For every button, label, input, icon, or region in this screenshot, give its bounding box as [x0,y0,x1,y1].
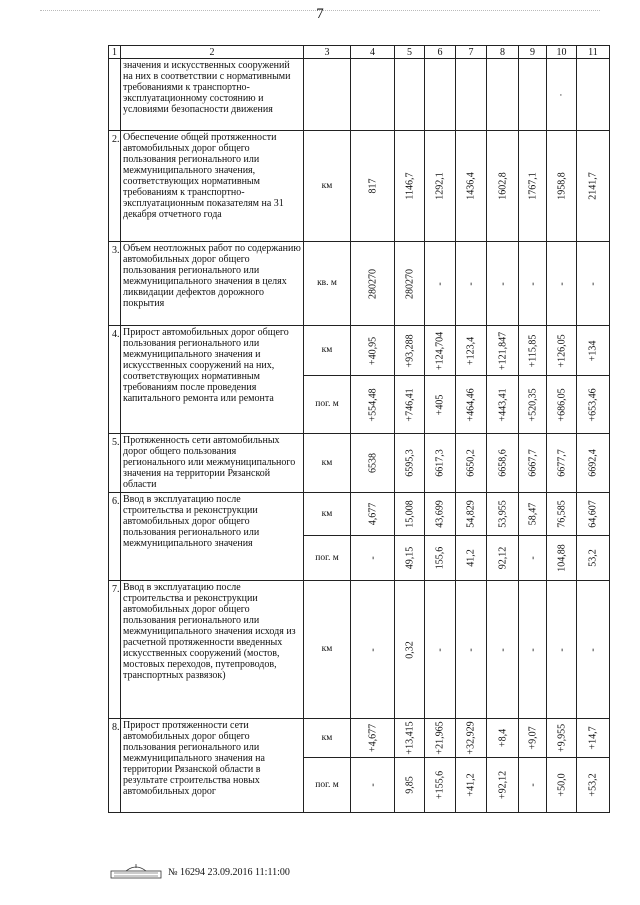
value-cell [487,242,519,326]
value-text: - [367,647,378,652]
value-text: +93,288 [404,333,415,368]
value-cell [395,242,425,326]
value-cell [425,242,456,326]
value-cell [487,581,519,719]
value-text: 6650,2 [465,449,477,477]
value-text: - [527,281,538,286]
value-text: - [527,556,538,560]
value-cell [519,434,547,493]
value-cell [395,131,425,242]
value-text: 58,47 [527,502,538,526]
indicator-name: Обеспечение общей протяженности автомобильных дорог общего пользования регионального или межмуниципального значения, соответствующих нормативным требованиям к транспортно-эксплуатационным показателям на 31 декабря отчетного года [121,131,304,242]
value-text: 64,607 [587,500,599,528]
footer [110,864,290,880]
value-cell [456,719,487,758]
unit-cell: км [304,131,351,242]
value-cell [547,326,577,376]
value-text: 1292,1 [434,172,446,200]
value-text: 43,699 [434,500,446,528]
value-text: +686,05 [556,387,567,422]
value-cell [425,493,456,536]
value-cell [395,493,425,536]
value-text: +53,2 [587,773,599,797]
value-cell [456,758,487,813]
value-text: - [434,281,446,286]
value-cell [395,434,425,493]
value-text: - [434,647,446,652]
value-text: 6617,3 [434,449,446,477]
unit-cell: км [304,581,351,719]
data-table [108,45,610,813]
table-row [109,434,610,493]
unit-cell: пог. м [304,758,351,813]
registration-stamp: № 16294 23.09.2016 11:11:00 [168,866,290,878]
value-cell [395,719,425,758]
value-cell [577,758,610,813]
value-text: 817 [367,178,378,194]
value-cell [519,536,547,581]
value-cell [456,131,487,242]
value-cell [456,59,487,131]
value-cell [547,719,577,758]
value-cell [456,242,487,326]
value-cell [487,536,519,581]
row-number: 6. [109,493,121,581]
table-row [109,493,610,536]
value-text: +92,12 [497,770,508,800]
value-text: +4,677 [367,723,378,753]
value-text: 104,88 [556,544,567,572]
value-cell [547,434,577,493]
value-text: - [527,647,538,652]
unit-cell: пог. м [304,536,351,581]
header-cell: 3 [304,46,351,59]
value-cell [577,493,610,536]
value-text: 6667,7 [527,449,538,477]
header-row [109,46,610,59]
page-number: 7 [316,6,324,22]
value-cell [577,581,610,719]
value-cell [519,758,547,813]
indicator-name: Прирост протяженности сети автомобильных дорог общего пользования регионального или межмуниципального значения на территории Рязанской области в результате строительства новых автомобильных дорог [121,719,304,813]
value-cell [395,758,425,813]
value-text: - [497,647,508,652]
value-cell [456,493,487,536]
header-cell: 5 [395,46,425,59]
value-cell [519,581,547,719]
value-text: 54,829 [465,500,477,528]
value-cell [456,536,487,581]
value-text: - [367,783,378,787]
value-cell [351,326,395,376]
value-text: +464,46 [465,387,477,422]
value-text: +405 [434,394,446,415]
value-text: - [465,281,477,286]
value-cell [519,493,547,536]
value-cell [395,376,425,434]
header-cell: 9 [519,46,547,59]
value-text: 92,12 [497,546,508,570]
value-text: 1602,8 [497,172,508,200]
value-text: 0,32 [404,640,415,659]
value-text: 9,85 [404,776,415,794]
value-cell [577,536,610,581]
value-cell [351,131,395,242]
value-cell [547,242,577,326]
value-text: +41,2 [465,773,477,797]
value-text: +653,46 [587,387,599,422]
value-text: 6538 [367,453,378,473]
value-cell [487,758,519,813]
value-cell [519,326,547,376]
value-text: +32,929 [465,721,477,755]
unit-cell: км [304,493,351,536]
value-cell [487,376,519,434]
value-cell [519,131,547,242]
value-cell [547,59,577,131]
header-cell: 4 [351,46,395,59]
value-cell [351,434,395,493]
row-number: 5. [109,434,121,493]
value-cell [547,376,577,434]
value-text: 53,955 [497,500,508,528]
value-text: +9,955 [556,723,567,753]
header-cell: 11 [577,46,610,59]
row-number: 8. [109,719,121,813]
value-cell [351,242,395,326]
value-text: 155,6 [434,546,446,570]
value-text: 6658,6 [497,449,508,477]
row-number: 2. [109,131,121,242]
table-row [109,59,610,131]
table-row [109,326,610,376]
value-cell [577,131,610,242]
indicator-name: Объем неотложных работ по содержанию автомобильных дорог общего пользования регионального или межмуниципального значения в целях ликвидации дефектов дорожного покрытия [121,242,304,326]
header-cell: 2 [121,46,304,59]
header-cell: 7 [456,46,487,59]
value-cell [547,493,577,536]
value-text: 6692,4 [587,449,599,477]
value-text: - [367,556,378,560]
value-cell [456,326,487,376]
unit-cell: кв. м [304,242,351,326]
value-text: 2141,7 [587,172,599,200]
value-cell [577,242,610,326]
value-cell [487,493,519,536]
value-cell [519,719,547,758]
value-text: 76,585 [556,500,567,528]
value-cell [487,434,519,493]
value-cell [425,581,456,719]
value-text: 1436,4 [465,172,477,200]
value-text: 53,2 [587,549,599,567]
value-text: +121,847 [497,331,508,370]
value-text: - [587,647,599,652]
row-number [109,59,121,131]
value-cell [351,758,395,813]
value-cell [425,131,456,242]
unit-cell [304,59,351,131]
value-text: - [465,647,477,652]
value-cell [456,434,487,493]
value-cell [425,326,456,376]
value-cell [547,536,577,581]
value-cell [395,536,425,581]
value-text: +554,48 [367,387,378,422]
value-cell [425,758,456,813]
value-text: +124,704 [434,331,446,370]
value-text: 280270 [367,268,378,299]
value-text: 6595,3 [404,449,415,477]
value-cell [577,719,610,758]
value-cell [456,581,487,719]
value-text: - [527,783,538,787]
table-row [109,242,610,326]
ministry-logo-icon [110,864,162,880]
value-cell [351,493,395,536]
value-cell [351,581,395,719]
value-cell [577,434,610,493]
value-text: +40,95 [367,336,378,365]
value-text: 1958,8 [556,172,567,200]
value-cell [425,376,456,434]
value-text: 1146,7 [404,172,415,200]
value-cell [425,434,456,493]
value-text: +115,85 [527,334,538,367]
value-text: - [556,647,567,652]
value-cell [351,376,395,434]
value-text: +746,41 [404,387,415,422]
unit-cell: км [304,719,351,758]
value-cell [547,581,577,719]
value-cell [577,326,610,376]
value-cell [519,242,547,326]
indicator-name: Прирост автомобильных дорог общего пользования регионального или межмуниципального значения и искусственных сооружений на них, соответствующих нормативным требованиям после проведения капитального ремонта или ремонта [121,326,304,434]
header-cell: 1 [109,46,121,59]
header-cell: 10 [547,46,577,59]
value-text: +13,415 [404,721,415,755]
table-row [109,131,610,242]
row-number: 7. [109,581,121,719]
indicator-name: Ввод в эксплуатацию после строительства и реконструкции автомобильных дорог общего пользования регионального или межмуниципального значения исходя из расчетной протяженности введенных искусственных сооружений (мостов, мостовых переходов, путепроводов, транспортных развязок) [121,581,304,719]
indicator-name: значения и искусственных сооружений на них в соответствии с нормативными требованиями к транспортно-эксплуатационному состоянию и условиями безопасности движения [121,59,304,131]
value-text: +14,7 [587,726,599,750]
value-text: · [556,92,567,97]
value-text: +155,6 [434,770,446,800]
value-cell [351,719,395,758]
value-cell [425,536,456,581]
value-text: +123,4 [465,336,477,365]
header-cell: 8 [487,46,519,59]
row-number: 3. [109,242,121,326]
value-text: - [587,281,599,286]
value-cell [425,719,456,758]
header-cell: 6 [425,46,456,59]
value-text: 4,677 [367,502,378,526]
value-text: 1767,1 [527,172,538,200]
table-row [109,581,610,719]
value-cell [487,326,519,376]
value-text: +9,07 [527,726,538,750]
value-cell [577,376,610,434]
value-cell [425,59,456,131]
unit-cell: км [304,434,351,493]
value-cell [519,59,547,131]
unit-cell: пог. м [304,376,351,434]
value-text: - [497,281,508,286]
value-cell [577,59,610,131]
value-text: 49,15 [404,546,415,570]
unit-cell: км [304,326,351,376]
value-text: +443,41 [497,387,508,422]
value-text: 41,2 [465,549,477,567]
value-text: +520,35 [527,387,538,422]
value-text: +134 [587,340,599,361]
value-cell [456,376,487,434]
value-text: 280270 [404,268,415,299]
value-cell [351,59,395,131]
value-text: +8,4 [497,728,508,748]
value-cell [351,536,395,581]
value-cell [547,758,577,813]
value-cell [547,131,577,242]
value-cell [395,326,425,376]
row-number: 4. [109,326,121,434]
value-text: 6677,7 [556,449,567,477]
value-cell [395,59,425,131]
value-text: +50,0 [556,773,567,797]
value-cell [519,376,547,434]
value-text: - [556,281,567,286]
value-cell [395,581,425,719]
value-cell [487,719,519,758]
value-text: +126,05 [556,333,567,368]
indicator-name: Ввод в эксплуатацию после строительства и реконструкции автомобильных дорог общего пользования регионального или межмуниципального значения [121,493,304,581]
value-text: +21,965 [434,721,446,755]
value-cell [487,59,519,131]
indicator-name: Протяженность сети автомобильных дорог общего пользования регионального или межмуниципального значения на территории Рязанской области [121,434,304,493]
value-text: 15,008 [404,500,415,528]
value-cell [487,131,519,242]
table-row [109,719,610,758]
